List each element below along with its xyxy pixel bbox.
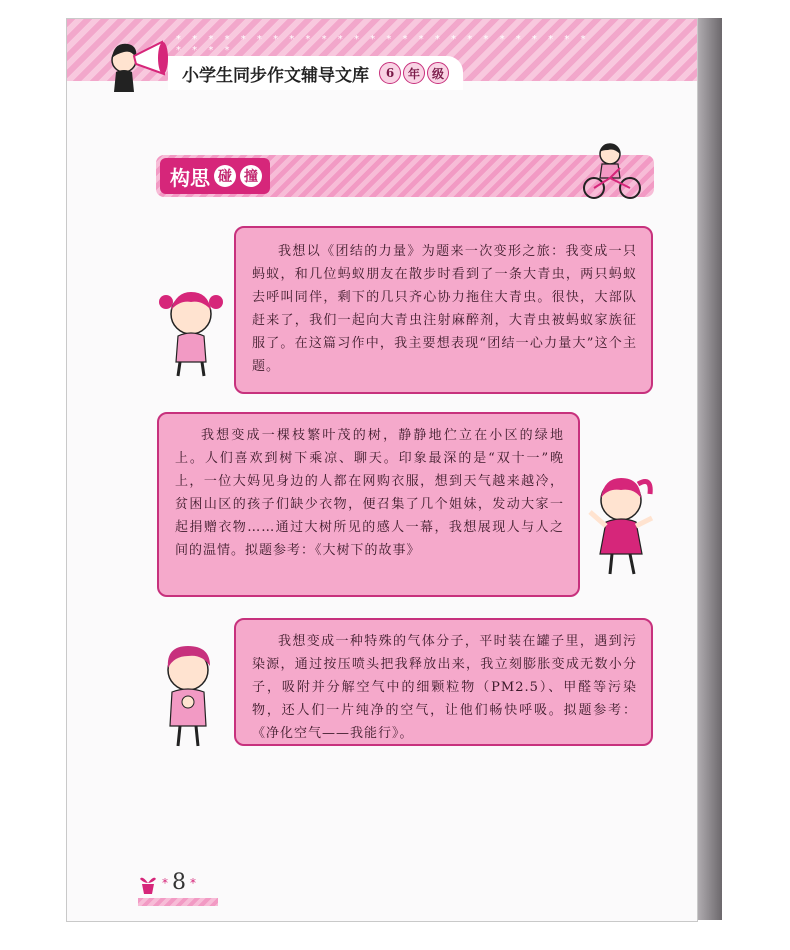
footer-stripe	[138, 898, 218, 906]
plant-pot-icon	[138, 871, 158, 895]
grade-number: 6	[379, 62, 401, 84]
girl-megaphone-icon	[106, 34, 176, 96]
header-stars: * * * * * * * * * * * * * * * * * * * * * * * * * * * * * *	[176, 34, 590, 56]
footer-star-left: *	[162, 875, 168, 890]
section-subtitle-1: 碰	[214, 165, 236, 187]
idea-text-2: 我想变成一棵枝繁叶茂的树，静静地伫立在小区的绿地上。人们喜欢到树下乘凉、聊天。印象最深的是“双十一”晚上，一位大妈见身边的人都在网购衣服，想到天气越来越冷，贫困山区的孩子们缺少衣物，便召集了几个姐妹，发动大家一起捐赠衣物……通过大树所见的感人一幕，我想展现人与人之间的温情。拟题参考：《大树下的故事》	[175, 428, 564, 558]
section-title: 构思	[170, 165, 210, 190]
idea-text-3: 我想变成一种特殊的气体分子，平时装在罐子里，遇到污染源，通过按压喷头把我释放出来，我立刻膨胀变成无数小分子，吸附并分解空气中的细颗粒物（PM2.5）、甲醛等污染物，还人们一片纯净的空气，让他们畅快呼吸。拟题参考：《净化空气——我能行》。	[252, 634, 637, 741]
idea-bubble-2	[157, 412, 580, 597]
idea-text-1: 我想以《团结的力量》为题来一次变形之旅：我变成一只蚂蚁，和几位蚂蚁朋友在散步时看到了一条大青虫，两只蚂蚁去呼叫同伴，剩下的几只齐心协力拖住大青虫。很快，大部队赶来了，我们一起向大青虫注射麻醉剂，大青虫被蚂蚁家族征服了。在这篇习作中，我主要想表现“团结一心力量大”这个主题。	[252, 244, 637, 374]
page-number: 8	[172, 870, 186, 895]
grade-char-ji: 级	[427, 62, 449, 84]
idea-bubble-3	[234, 618, 653, 746]
grade-indicator	[379, 62, 449, 84]
footer-star-right: *	[190, 875, 196, 890]
boy-clapping-icon	[158, 640, 222, 750]
kid-on-bicycle-icon	[580, 142, 644, 202]
book-series-title: 小学生同步作文辅导文库	[182, 65, 369, 86]
girl-waving-icon	[586, 470, 656, 582]
girl-pigtails-icon	[156, 284, 226, 380]
idea-bubble-1	[234, 226, 653, 394]
grade-char-nian: 年	[403, 62, 425, 84]
header-title-bar	[168, 56, 463, 90]
page-footer	[138, 870, 196, 895]
section-label	[160, 158, 270, 194]
section-subtitle-2: 撞	[240, 165, 262, 187]
